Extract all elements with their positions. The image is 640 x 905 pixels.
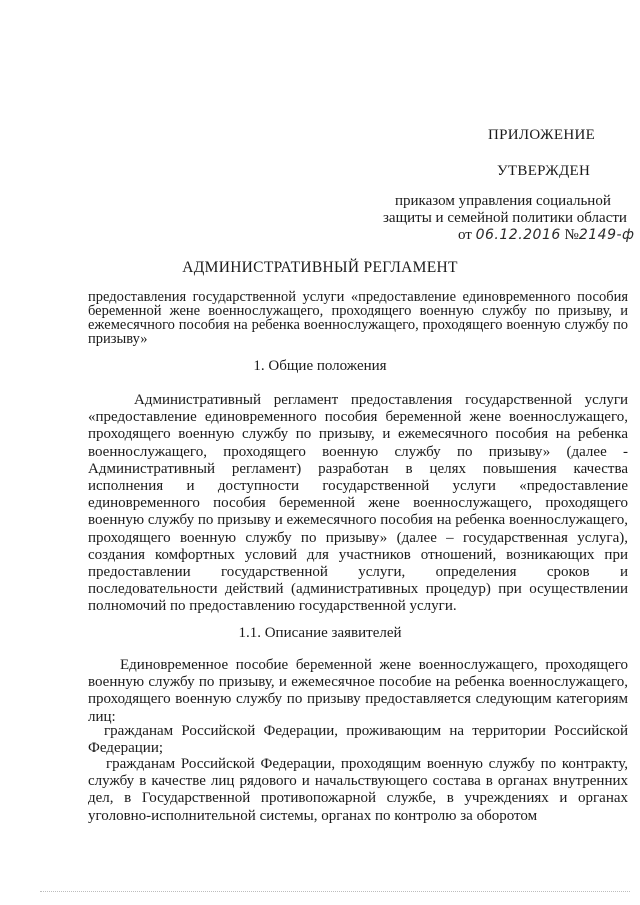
order-line-2: защиты и семейной политики области xyxy=(383,210,627,226)
order-line-1: приказом управления социальной xyxy=(395,193,611,209)
handwritten-number: 2149-ф xyxy=(578,227,635,243)
document-title: АДМИНИСТРАТИВНЫЙ РЕГЛАМЕНТ xyxy=(182,259,458,276)
handwritten-date: 06.12.2016 xyxy=(475,227,561,243)
section-1-1-paragraph: Единовременное пособие беременной жене военнослужащего, проходящего военную службу по призыву, и ежемесячное пособие на ребенка военнослужащего, проходящего военную службу по призыву предоставляется следующим категориям лиц: xyxy=(88,657,628,725)
date-prefix: от xyxy=(458,227,472,243)
number-sign: № xyxy=(564,227,579,243)
section-1-heading: 1. Общие положения xyxy=(253,358,387,374)
approved-label: УТВЕРЖДЕН xyxy=(497,163,591,179)
applicant-item-1 xyxy=(88,723,628,757)
order-date-line xyxy=(458,227,635,244)
section-1-paragraph: Административный регламент предоставления государственной услуги «предоставление единовременного пособия беременной жене военнослужащего, проходящего военную службу по призыву, и ежемесячного пособия на ребенка военнослужащего, проходящего военную службу по призыву» (далее - Административный регламент) разработан в целях повышения качества исполнения и доступности государственной услуги «предоставление единовременного пособия беременной жене военнослужащего, проходящего военную службу по призыву и ежемесячного пособия на ребенка военнослужащего, проходящего военную службу по призыву» (далее – государственная услуга), создания комфортных условий для участников отношений, возникающих при предоставлении государственной услуги, определения сроков и последовательности действий (административных процедур) при осуществлении полномочий по предоставлению государственной услуги. xyxy=(88,392,628,615)
scan-footer-noise xyxy=(40,887,630,892)
section-1-1-heading: 1.1. Описание заявителей xyxy=(238,625,402,641)
document-subtitle: предоставления государственной услуги «предоставление единовременного пособия беременной жене военнослужащего, проходящего военную службу по призыву, и ежемесячного пособия на ребенка военнослужащего, проходящего военную службу по призыву» xyxy=(88,289,628,347)
applicant-item-1-text: гражданам Российской Федерации, проживающим на территории Российской Федерации; xyxy=(88,723,628,757)
appendix-label: ПРИЛОЖЕНИЕ xyxy=(488,127,596,143)
applicant-item-2: гражданам Российской Федерации, проходящим военную службу по контракту, службу в качестве лиц рядового и начальствующего состава в органах внутренних дел, в Государственной противопожарной службе, в учреждениях и органах уголовно-исполнительной системы, органах по контролю за оборотом xyxy=(88,756,628,824)
